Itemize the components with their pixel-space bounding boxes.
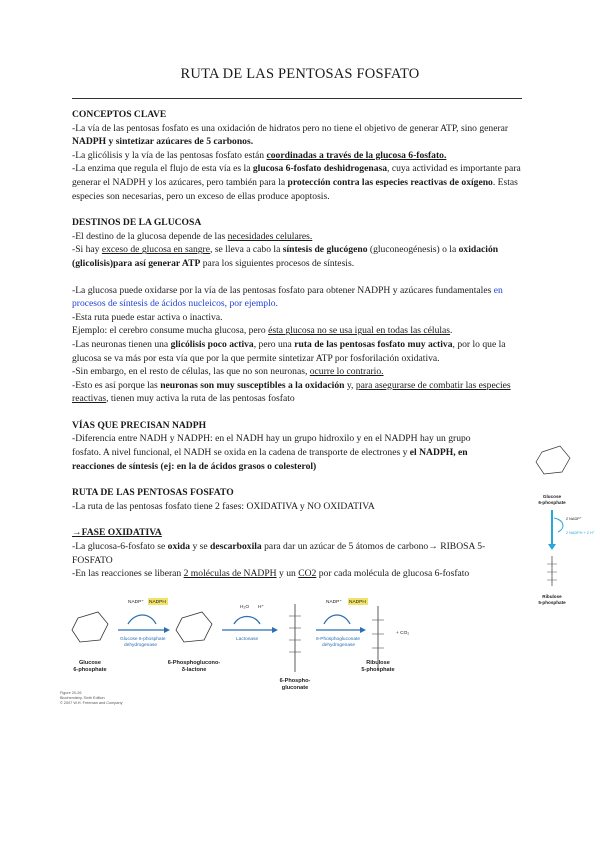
- side-nadp-label: 2 NADP⁺: [566, 517, 582, 521]
- paragraph: -La ruta de las pentosas fosfato tiene 2 fases: OXIDATIVA y NO OXIDATIVA: [72, 500, 375, 512]
- side-ribose-label: Ribulose: [542, 594, 562, 599]
- underlined-text: necesidades celulares.: [227, 230, 313, 242]
- text: -La vía de las pentosas fosfato es una oxidación de hidratos pero no tiene el objetivo de generar ATP, sino generar: [72, 122, 509, 134]
- paragraph: [72, 162, 532, 203]
- underlined-text: exceso de glucosa en sangre: [101, 244, 211, 256]
- text: Ejemplo: el cerebro consume mucha glucosa, pero: [72, 325, 269, 337]
- side-reaction-figure: [520, 440, 600, 610]
- section-heading-ruta: RUTA DE LAS PENTOSAS FOSFATO: [72, 487, 234, 499]
- glucose-ring: [72, 612, 108, 642]
- ribulose-label-2: 5-phosphate: [361, 667, 395, 673]
- bold-text: protección contra las especies reactivas de oxígeno: [287, 176, 493, 188]
- text: -Esto es así porque las: [72, 379, 161, 391]
- hplus-label: H⁺: [258, 605, 264, 610]
- glucose-label-2: 6-phosphate: [73, 667, 107, 673]
- nadph-label-2: NADPH: [349, 600, 366, 605]
- gluconate-label: 6-Phospho-: [279, 678, 311, 684]
- text: -Las neuronas tienen una: [72, 338, 171, 350]
- text: -En las reacciones se liberan: [72, 568, 184, 580]
- enzyme-1b-label: dehydrogenase: [124, 643, 158, 648]
- paragraph: [72, 122, 532, 149]
- text: y se: [190, 541, 211, 553]
- side-ribose-label-2: 5-phosphate: [538, 600, 566, 605]
- text: -El destino de la glucosa depende de las: [72, 230, 228, 242]
- side-glucose-ring: [536, 446, 570, 474]
- text: -Diferencia entre NADH y NADPH: en el NADH hay un grupo hidroxilo y en el NADPH hay un grupo fosfato. A nivel funcional, el NADH se oxida en la cadena de transporte de electrones y: [72, 433, 471, 459]
- enzyme-2-label: Lactonase: [236, 637, 259, 642]
- lactone-ring: [176, 612, 212, 642]
- enzyme-3-label: 6-Phosphogluconate: [316, 637, 361, 642]
- underlined-text: ocurre lo contrario.: [309, 366, 384, 378]
- enzyme-3b-label: dehydrogenase: [322, 643, 356, 648]
- text: -La glucosa puede oxidarse por la vía de las pentosas fosfato para obtener NADPH y azúcares fundamentales: [72, 284, 494, 296]
- gluconate-label-2: gluconate: [281, 685, 309, 691]
- text: para los siguientes procesos de síntesis.: [200, 257, 355, 269]
- text: , cuya actividad es importante para generar el NADPH y los azúcares, pero también para la: [72, 163, 521, 188]
- text: -La enzima que regula el flujo de esta vía es la: [72, 163, 253, 175]
- paragraph: [72, 230, 532, 244]
- paragraph: [72, 432, 502, 473]
- bold-text: el NADPH, en reacciones de síntesis (ej: en la de ácidos grasos o colesterol): [72, 447, 468, 472]
- bold-text: glucosa 6-fosfato deshidrogenasa: [252, 163, 388, 175]
- side-glucose-label: Glucose: [542, 494, 562, 499]
- underlined-text: 2 moléculas de NADPH: [183, 568, 277, 580]
- text: , por lo que la glucosa se va más por esta vía que por la que permite sintetizar ATP por fosforilación oxidativa.: [72, 338, 506, 364]
- bold-text: oxida: [167, 541, 191, 553]
- page-title: RUTA DE LAS PENTOSAS FOSFATO: [180, 66, 420, 82]
- title-divider: [72, 98, 522, 99]
- bold-text: neuronas son muy susceptibles a la oxidación: [160, 379, 345, 391]
- bold-text: descarboxila: [210, 541, 262, 553]
- glucose-label: Glucose: [78, 660, 102, 666]
- bold-text: síntesis de glucógeno: [282, 244, 368, 256]
- bold-text: glicólisis poco activa: [170, 338, 254, 350]
- section-heading-fase-oxidativa: →FASE OXIDATIVA: [72, 527, 162, 539]
- text: -Sin embargo, en el resto de células, las que no son neuronas,: [72, 366, 310, 378]
- text: para dar un azúcar de 5 átomos de carbono→ RIBOSA 5-FOSFATO: [72, 541, 486, 566]
- document-body: [72, 108, 532, 581]
- paragraph: [72, 540, 502, 567]
- text: -La glucosa-6-fosfato se: [72, 541, 168, 553]
- text: , se lleva a cabo la: [210, 244, 283, 256]
- text: por cada molécula de glucosa 6-fosfato: [316, 568, 470, 580]
- text: , tienen muy activa la ruta de las pentosas fosfato: [106, 393, 295, 405]
- paragraph: [72, 379, 532, 406]
- paragraph: [72, 567, 532, 581]
- section-heading-destinos: DESTINOS DE LA GLUCOSA: [72, 217, 202, 229]
- text: y un: [276, 568, 299, 580]
- pentose-phosphate-reaction-figure: [60, 594, 460, 706]
- paragraph: [72, 149, 532, 163]
- text: , pero una: [253, 338, 295, 350]
- figure-copyright: © 2007 W.H. Freeman and Company: [60, 701, 123, 705]
- bold-text: ruta de las pentosas fosfato muy activa: [294, 338, 453, 350]
- underlined-text: para asegurarse de combatir las especies reactivas: [72, 379, 511, 405]
- ribulose-label: Ribulose: [366, 660, 390, 666]
- text: y,: [344, 379, 356, 391]
- text: .: [450, 325, 453, 337]
- enzyme-1-label: Glucose 6-phosphate: [120, 637, 166, 642]
- figure-book: Biochemistry, Sixth Edition: [60, 696, 105, 700]
- nadp-label-2: NADP⁺: [326, 600, 342, 605]
- lactone-label: 6-Phosphoglucono-: [167, 660, 221, 666]
- paragraph: [72, 365, 532, 379]
- paragraph: [72, 324, 532, 338]
- paragraph: [72, 284, 532, 311]
- bold-text: oxidación (glicolisis)para así generar ATP: [72, 244, 499, 269]
- nadp-label: NADP⁺: [128, 600, 144, 605]
- text: (gluconeogénesis) o la: [367, 244, 459, 256]
- underlined-text: coordinadas a través de la glucosa 6-fosfato.: [266, 149, 447, 161]
- paragraph: [72, 243, 532, 270]
- paragraph: -Esta ruta puede estar activa o inactiva.: [72, 311, 223, 323]
- figure-ref: Figure 20-26: [60, 691, 82, 695]
- text: . Estas especies son necesarias, pero un exceso de ellas produce apoptosis.: [72, 176, 518, 202]
- text: -La glicólisis y la vía de las pentosas fosfato están: [72, 149, 267, 161]
- paragraph: [72, 338, 532, 365]
- underlined-text: ésta glucosa no se usa igual en todas las células: [268, 325, 451, 337]
- lactone-label-2: δ-lactone: [181, 667, 207, 673]
- section-heading-conceptos: CONCEPTOS CLAVE: [72, 109, 167, 120]
- nadph-label: NADPH: [149, 600, 166, 605]
- section-heading-vias: VÍAS QUE PRECISAN NADPH: [72, 419, 207, 431]
- text: -Si hay: [72, 244, 102, 256]
- bold-text: NADPH y sintetizar azúcares de 5 carbonos.: [72, 136, 254, 148]
- blue-text: en procesos de síntesis de ácidos nucleicos, por ejemplo.: [72, 284, 503, 310]
- underlined-text: CO2: [298, 568, 317, 580]
- side-glucose-label-2: 6-phosphate: [538, 500, 566, 505]
- co2-label: + CO₂: [396, 631, 410, 636]
- h2o-label: H₂O: [240, 605, 250, 610]
- side-nadph-label: 2 NADPH + 2 H⁺: [566, 531, 595, 535]
